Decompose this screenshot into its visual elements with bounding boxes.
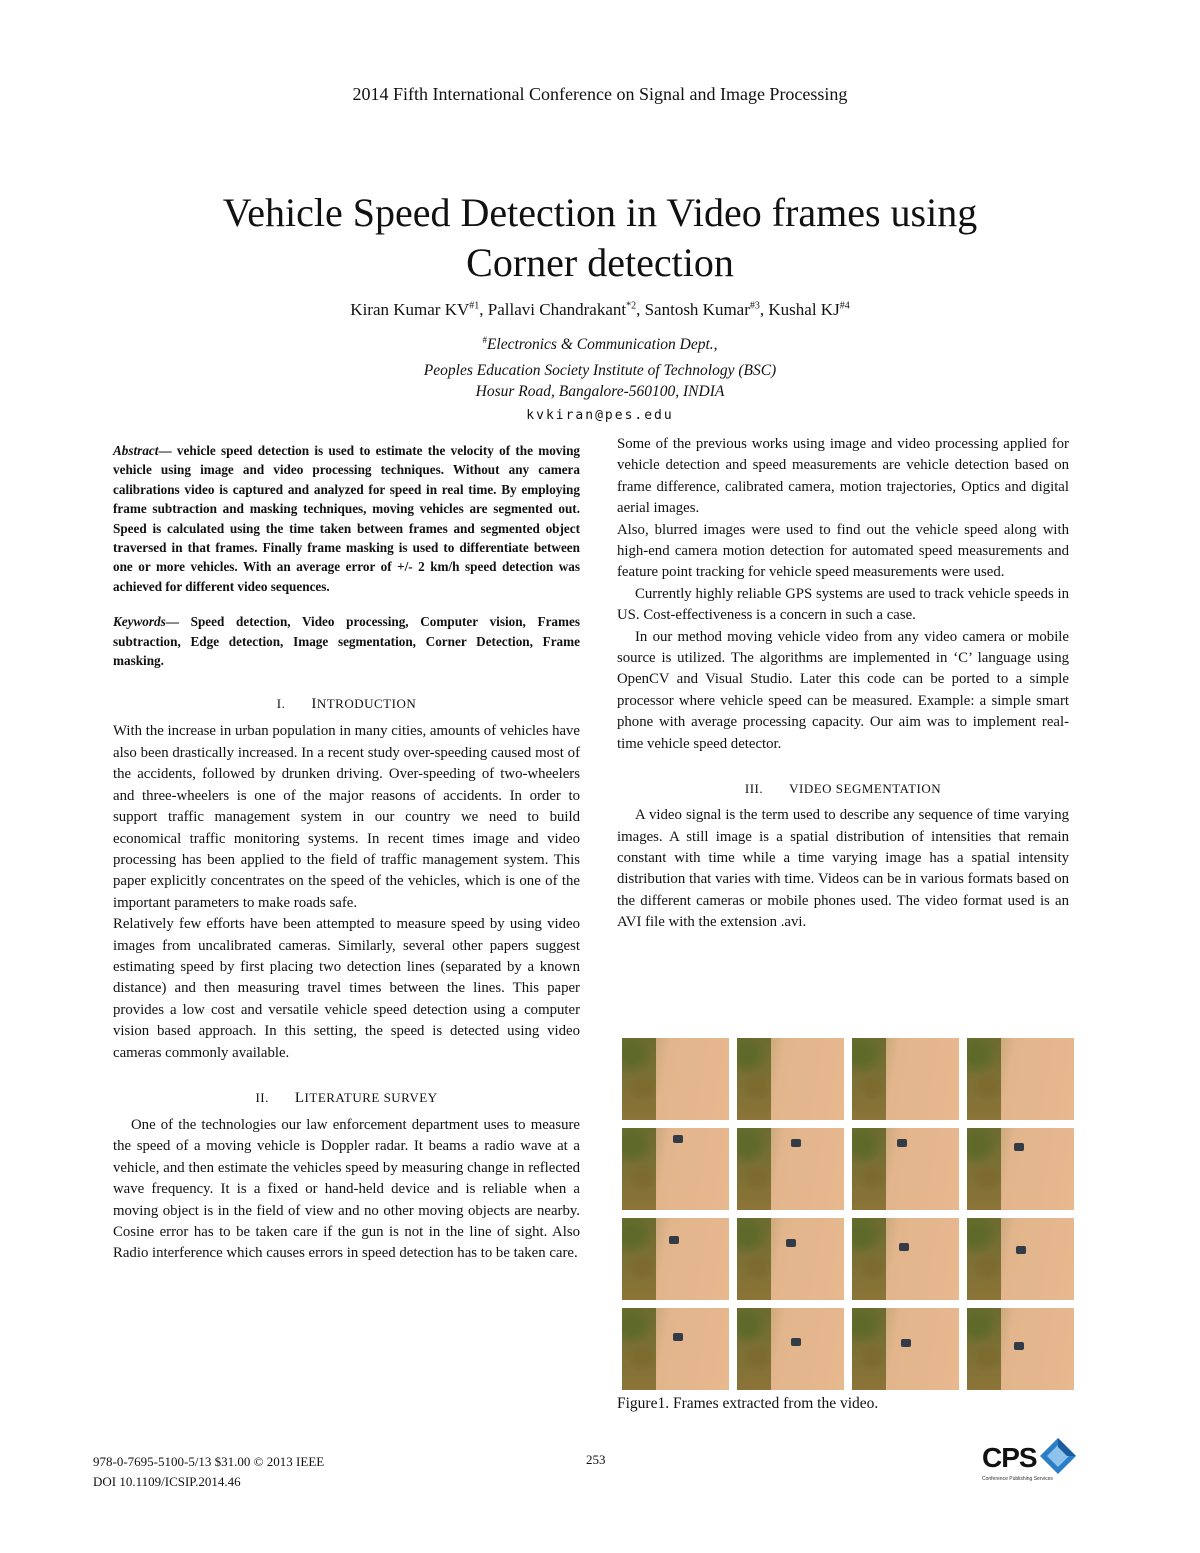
figure-frames-grid <box>622 1038 1074 1390</box>
section-heading-introduction <box>113 696 580 713</box>
cps-logo-text: CPS <box>982 1442 1037 1473</box>
video-frame <box>852 1308 959 1390</box>
section-title-initial: I <box>311 696 317 713</box>
title-line-2: Corner detection <box>466 240 734 285</box>
paragraph: Also, blurred images were used to find out the vehicle speed along with high-end camera motion detection for automated speed measurements and feature point tracking for vehicle speed measurements were used. <box>617 521 1069 581</box>
footer-info <box>93 1452 324 1492</box>
vehicle-icon <box>1014 1143 1024 1151</box>
section-number: I. <box>276 696 286 712</box>
video-frame <box>967 1308 1074 1390</box>
section-title-rest: ITERATURE SURVEY <box>304 1089 438 1105</box>
footer-doi: DOI 10.1109/ICSIP.2014.46 <box>93 1474 241 1489</box>
video-frame <box>622 1128 729 1210</box>
vehicle-icon <box>1016 1246 1026 1254</box>
author-sup: *2 <box>626 300 637 312</box>
cps-logo-subtitle: Conference Publishing Services <box>982 1476 1053 1482</box>
vehicle-icon <box>899 1243 909 1251</box>
keywords-label: Keywords <box>113 614 166 630</box>
affiliation-dept-text: Electronics & Communication Dept., <box>486 336 718 354</box>
vehicle-icon <box>791 1139 801 1147</box>
footer-isbn: 978-0-7695-5100-5/13 $31.00 © 2013 IEEE <box>93 1454 325 1469</box>
abstract <box>113 441 580 596</box>
author-list: Kiran Kumar KV$^{\#1}$, Pallavi Chandrakant$^{*2}$, Santosh Kumar$^{\#3}$, Kushal KJ$^{\#4}$ <box>350 300 850 319</box>
paragraph: Relatively few efforts have been attempted to measure speed by using video images from uncalibrated cameras. Similarly, several other papers suggest estimating speed by first placing two detection lines (separated by a known distance) and then measuring travel times between the lines. This paper provides a low cost and versatile vehicle speed detection using a computer vision based approach. In this setting, the speed is detected using video cameras commonly available. <box>113 916 580 1061</box>
author-name: Kushal KJ <box>768 300 840 319</box>
affiliation-marker: # <box>482 335 487 345</box>
conference-header: 2014 Fifth International Conference on Signal and Image Processing <box>352 84 848 104</box>
affiliation-address: Hosur Road, Bangalore-560100, INDIA <box>475 383 725 400</box>
section-title-rest: NTRODUCTION <box>316 696 417 712</box>
video-frame <box>852 1128 959 1210</box>
video-frame <box>737 1128 844 1210</box>
author-email: kvkiran@pes.edu <box>526 408 674 423</box>
section-title-initial: L <box>294 1089 305 1106</box>
paragraph: In our method moving vehicle video from any video camera or mobile source is utilized. The algorithms are implemented in ‘C’ language using OpenCV and Visual Studio. Later this code can be ported to a simple processor where vehicle speed can be measured. Example: a simple smart phone with average processing capacity. Our aim was to implement real- time vehicle speed detector. <box>617 628 1069 752</box>
vehicle-icon <box>1014 1342 1024 1350</box>
keywords <box>113 612 580 670</box>
video-frame <box>622 1218 729 1300</box>
figure-caption: Figure1. Frames extracted from the video. <box>617 1395 879 1412</box>
video-frame <box>737 1218 844 1300</box>
section-number: II. <box>255 1089 269 1105</box>
video-frame <box>622 1308 729 1390</box>
section-number: III. <box>744 781 764 797</box>
video-frame <box>622 1038 729 1120</box>
right-column <box>617 434 1069 934</box>
video-frame <box>967 1128 1074 1210</box>
author-sup: #1 <box>469 300 480 312</box>
abstract-text: vehicle speed detection is used to estimate the velocity of the moving vehicle using image and video processing techniques. Without any camera calibrations video is captured and analyzed for speed in real time. By employing frame subtraction and masking techniques, moving vehicles are segmented out. Speed is calculated using the time taken between frames and segmented object traversed in that frames. Finally frame masking is used to differentiate between one or more vehicles. With an average error of +/- 2 km/h speed detection was achieved for different video sequences. <box>113 443 580 594</box>
vehicle-icon <box>786 1239 796 1247</box>
paper-title <box>120 188 1080 288</box>
video-frame <box>967 1218 1074 1300</box>
affiliation-institute: Peoples Education Society Institute of Technology (BSC) <box>423 362 777 379</box>
author-name: Kiran Kumar KV <box>350 300 470 319</box>
keywords-dash: — <box>165 614 179 630</box>
vehicle-icon <box>897 1139 907 1147</box>
video-frame <box>852 1038 959 1120</box>
left-column <box>113 441 580 1265</box>
keywords-text: Speed detection, Video processing, Computer vision, Frames subtraction, Edge detection, Image segmentation, Corner Detection, Frame masking. <box>113 614 580 669</box>
vehicle-icon <box>673 1135 683 1143</box>
paragraph: Some of the previous works using image and video processing applied for vehicle detection and speed measurements are vehicle detection based on frame difference, calibrated camera, motion trajectories, Optics and digital aerial images. <box>617 436 1069 517</box>
author-sup: #3 <box>749 300 760 312</box>
section-title: VIDEO SEGMENTATION <box>789 781 942 797</box>
paragraph: One of the technologies our law enforcement department uses to measure the speed of a moving vehicle is Doppler radar. It beams a radio wave at a vehicle, and then estimate the vehicles speed by measuring change in reflected wave frequency. It is a fixed or hand-held device and is reliable when a moving object is in the field of view and no other moving objects are nearby. Cosine error has to be taken care if the gun is not in the line of sight. Also Radio interference which causes errors in speed detection has to be taken care. <box>113 1116 580 1262</box>
video-frame <box>852 1218 959 1300</box>
video-frame <box>737 1038 844 1120</box>
title-line-1: Vehicle Speed Detection in Video frames using <box>222 190 978 235</box>
vehicle-icon <box>673 1333 683 1341</box>
cps-diamond-icon <box>1038 1436 1078 1476</box>
page-number: 253 <box>586 1452 606 1467</box>
video-frame <box>967 1038 1074 1120</box>
author-name: Santosh Kumar <box>644 300 750 319</box>
abstract-dash: — <box>158 443 172 458</box>
author-sup: #4 <box>839 300 850 312</box>
section-heading-video-segmentation <box>617 781 1069 797</box>
paragraph: Currently highly reliable GPS systems are used to track vehicle speeds in US. Cost-effectiveness is a concern in such a case. <box>617 585 1069 624</box>
vehicle-icon <box>901 1339 911 1347</box>
video-frame <box>737 1308 844 1390</box>
vehicle-icon <box>791 1338 801 1346</box>
abstract-label: Abstract <box>113 443 159 458</box>
vehicle-icon <box>669 1236 679 1244</box>
affiliation-dept <box>0 335 1200 354</box>
author-name: Pallavi Chandrakant <box>487 300 627 319</box>
paragraph: A video signal is the term used to describe any sequence of time varying images. A still image is a spatial distribution of intensities that remain constant with time while a time varying image has a spatial intensity distribution that varies with time. Videos can be in various formats based on the different cameras or mobile phones used. The video format used is an AVI file with the extension .avi. <box>617 807 1069 931</box>
cps-logo <box>980 1436 1080 1488</box>
paragraph: With the increase in urban population in many cities, amounts of vehicles have also been drastically increased. In a recent study over-speeding caused most of the accidents, followed by drunken driving. Over-speeding of two-wheelers and three-wheelers is one of the major reasons of accidents. In order to support traffic management system in our country we need to build economical traffic monitoring systems. In recent times image and video processing has been applied to the field of traffic management system. This paper explicitly concentrates on the speed of the vehicles, which is one of the important parameters to make roads safe. <box>113 723 580 911</box>
section-heading-literature <box>113 1090 580 1107</box>
